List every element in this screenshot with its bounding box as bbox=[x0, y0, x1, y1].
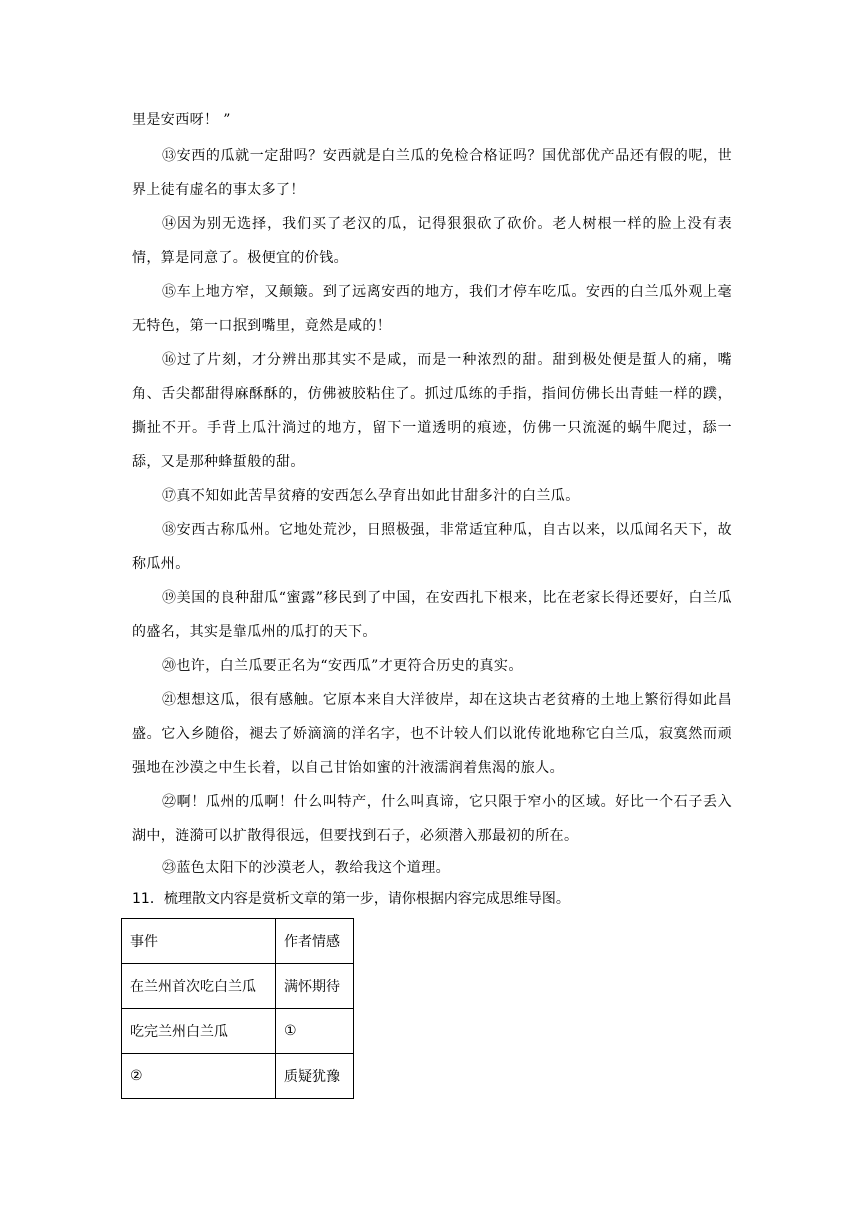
paragraph-23: ㉓蓝色太阳下的沙漠老人，教给我这个道理。 bbox=[162, 860, 450, 876]
feeling-blank-1[interactable]: ① bbox=[276, 1009, 354, 1054]
event-blank-2[interactable]: ② bbox=[122, 1054, 276, 1099]
paragraph-15: ⑮车上地方窄，又颠簸。到了远离安西的地方，我们才停车吃瓜。安西的白兰瓜外观上毫无特色，第一口抿到嘴里，竟然是咸的！ bbox=[132, 284, 732, 334]
paragraph-17: ⑰真不知如此苦旱贫瘠的安西怎么孕育出如此甘甜多汁的白兰瓜。 bbox=[162, 488, 580, 504]
paragraph-22: ㉒啊！瓜州的瓜啊！什么叫特产，什么叫真谛，它只限于窄小的区域。好比一个石子丢入湖中，涟漪可以扩散得很远，但要找到石子，必须潜入那最初的所在。 bbox=[132, 794, 732, 844]
paragraph-20: ⑳也许，白兰瓜要正名为“安西瓜”才更符合历史的真实。 bbox=[162, 658, 523, 674]
table-row bbox=[122, 1054, 354, 1099]
question-11: 11．梳理散文内容是赏析文章的第一步，请你根据内容完成思维导图。 bbox=[132, 891, 570, 907]
table-row bbox=[122, 1009, 354, 1054]
table-row bbox=[122, 964, 354, 1009]
feeling-cell: 满怀期待 bbox=[276, 964, 354, 1009]
paragraph-18: ⑱安西古称瓜州。它地处荒沙，日照极强，非常适宜种瓜，自古以来，以瓜闻名天下，故称瓜州。 bbox=[132, 522, 732, 572]
paragraph-13: ⑬安西的瓜就一定甜吗？安西就是白兰瓜的免检合格证吗？国优部优产品还有假的呢，世界上徒有虚名的事太多了！ bbox=[132, 148, 732, 198]
paragraph-14: ⑭因为别无选择，我们买了老汉的瓜，记得狠狠砍了砍价。老人树根一样的脸上没有表情，算是同意了。极便宜的价钱。 bbox=[132, 216, 732, 266]
paragraph-21: ㉑想想这瓜，很有感触。它原本来自大洋彼岸，却在这块古老贫瘠的土地上繁衍得如此昌盛。它入乡随俗，褪去了娇滴滴的洋名字，也不计较人们以讹传讹地称它白兰瓜，寂寞然而顽强地在沙漠之中生长着，以自己甘饴如蜜的汁液濡润着焦渴的旅人。 bbox=[132, 692, 732, 776]
header-feeling: 作者情感 bbox=[276, 919, 354, 964]
event-cell: 吃完兰州白兰瓜 bbox=[122, 1009, 276, 1054]
paragraph-16: ⑯过了片刻，才分辨出那其实不是咸，而是一种浓烈的甜。甜到极处便是蜇人的痛，嘴角、舌尖都甜得麻酥酥的，仿佛被胶粘住了。抓过瓜练的手指，指间仿佛长出青蛙一样的蹼，撕扯不开。手背上瓜汁淌过的地方，留下一道透明的痕迹，仿佛一只流涎的蜗牛爬过，舔一舔，又是那种蜂蜇般的甜。 bbox=[132, 352, 732, 470]
table-header-row bbox=[122, 919, 354, 964]
feeling-cell: 质疑犹豫 bbox=[276, 1054, 354, 1099]
mind-map-table bbox=[121, 918, 354, 1099]
paragraph-19: ⑲美国的良种甜瓜“蜜露”移民到了中国，在安西扎下根来，比在老家长得还要好，白兰瓜的盛名，其实是靠瓜州的瓜打的天下。 bbox=[132, 590, 732, 640]
event-cell: 在兰州首次吃白兰瓜 bbox=[122, 964, 276, 1009]
paragraph-continuation: 里是安西呀！ ” bbox=[132, 112, 231, 128]
header-event: 事件 bbox=[122, 919, 276, 964]
